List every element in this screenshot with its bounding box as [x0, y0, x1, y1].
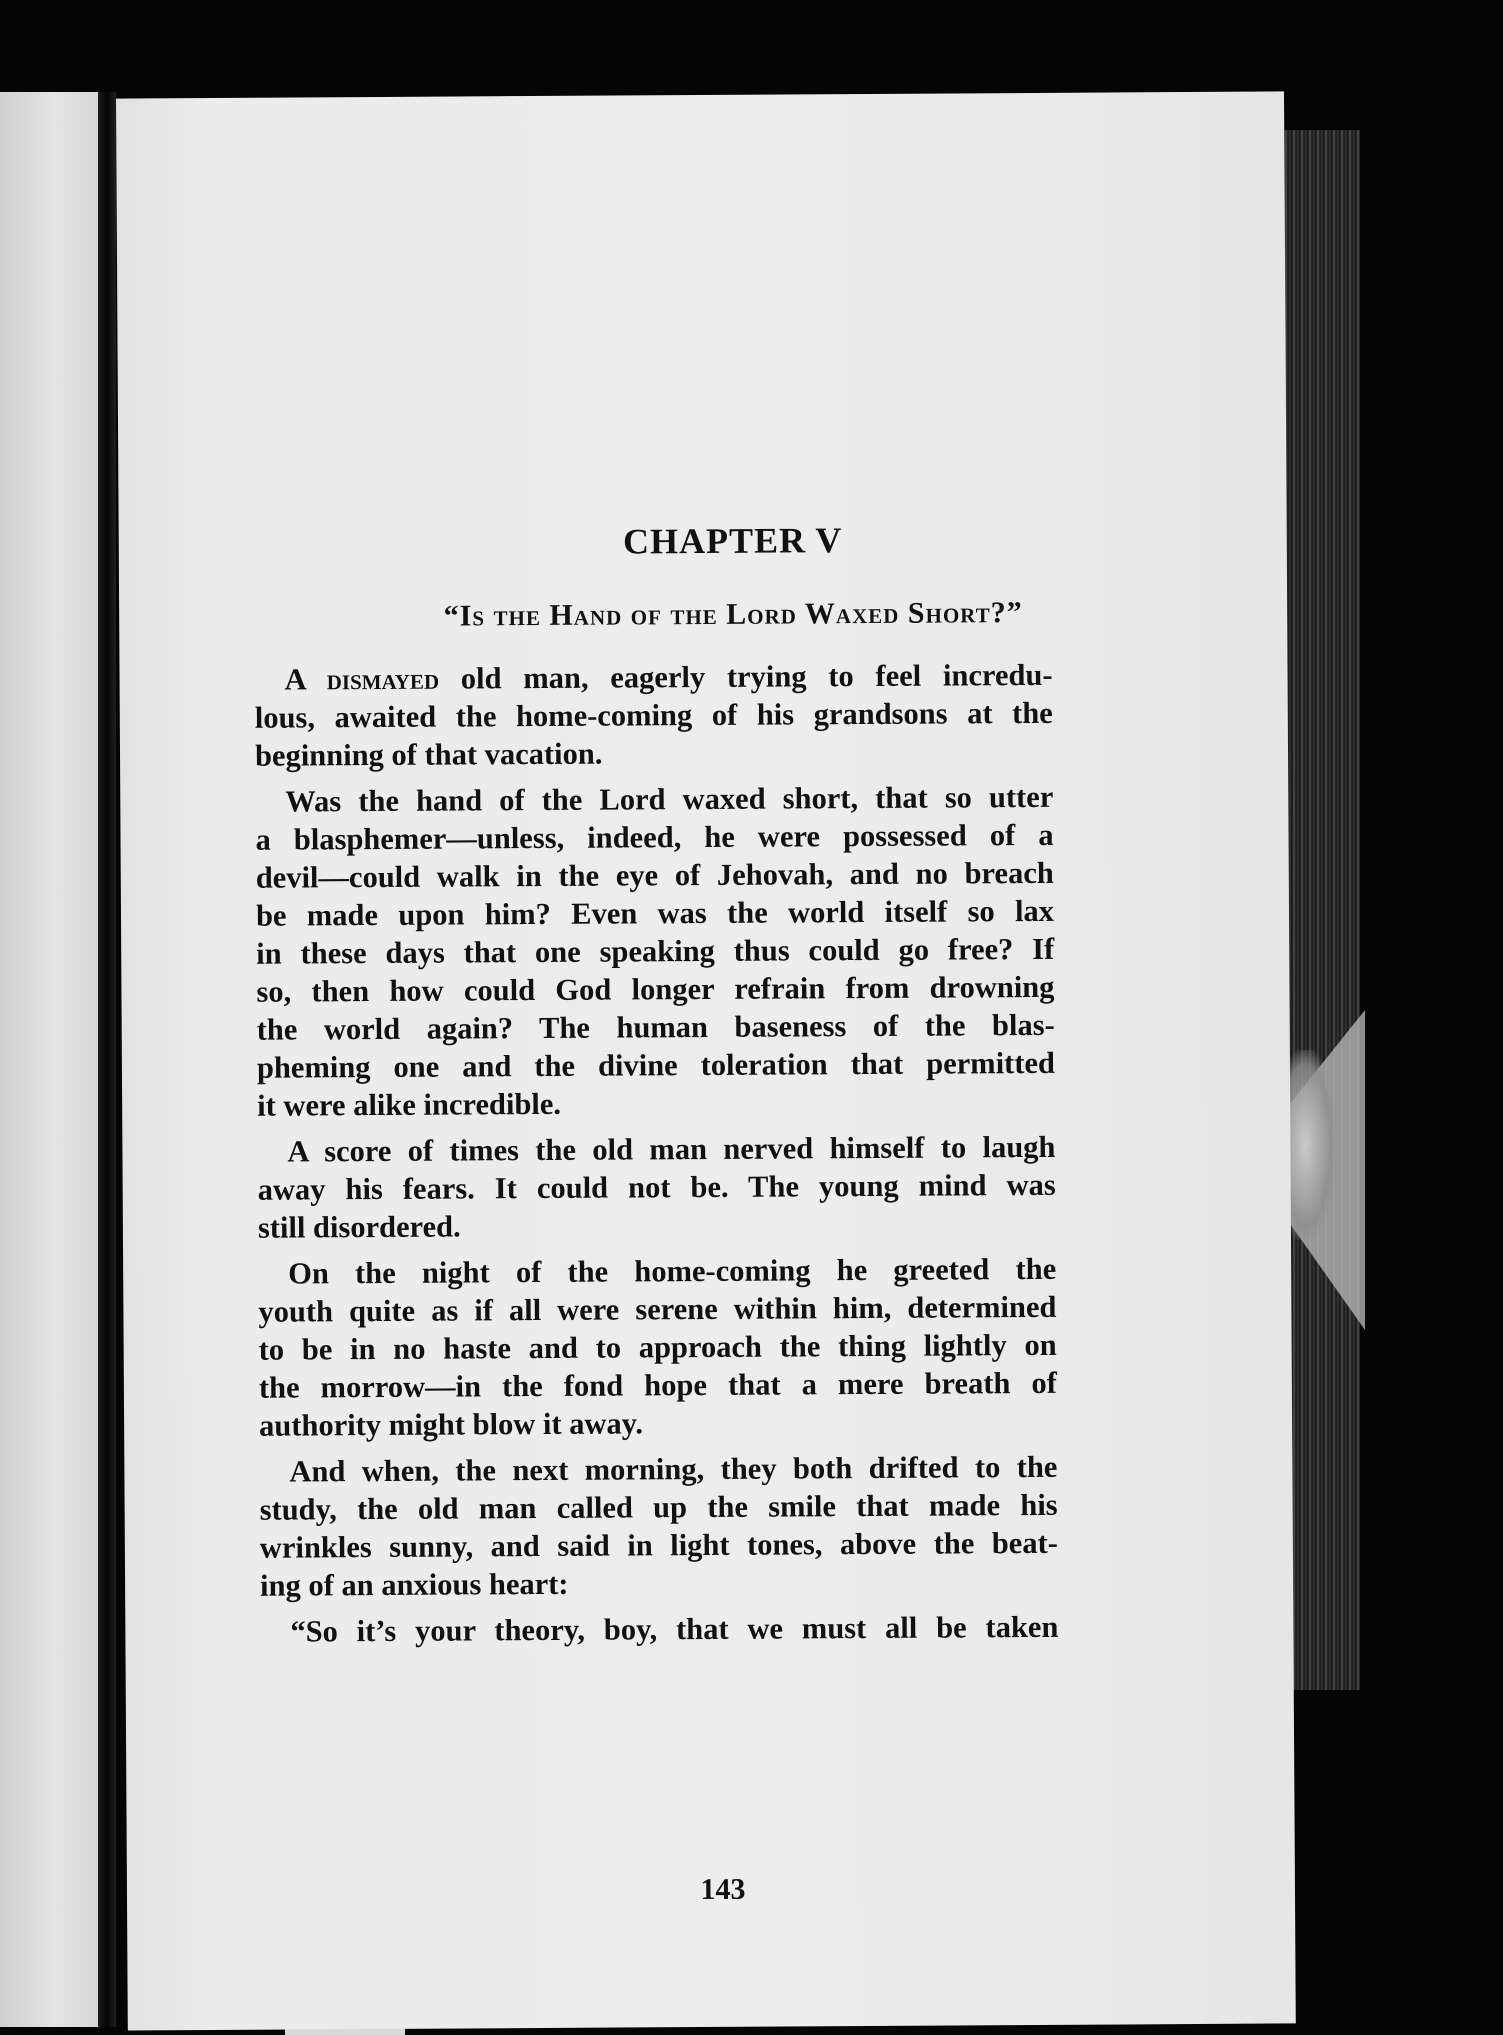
facing-page-edge	[0, 92, 98, 2027]
text-line: wrinkles sunny, and said in light tones, above the beat-	[259, 1525, 1058, 1565]
paragraph	[257, 1128, 1056, 1247]
text-line: ing of an anxious heart:	[259, 1566, 569, 1603]
paragraph	[258, 1250, 1057, 1445]
text-line: to be in no haste and to approach the thing lightly on	[258, 1327, 1057, 1367]
book-gutter	[98, 92, 116, 2027]
paragraph	[260, 1608, 1058, 1651]
text-line: the morrow—in the fond hope that a mere breath of	[258, 1365, 1057, 1405]
text-line: still disordered.	[257, 1209, 461, 1245]
paragraph	[254, 656, 1053, 775]
text-line: study, the old man called up the smile that made his	[259, 1487, 1058, 1527]
text-line: away his fears. It could not be. The young mind was	[257, 1167, 1056, 1207]
text-line: the world again? The human baseness of the blas-	[256, 1007, 1055, 1047]
text-line	[254, 656, 1052, 699]
text-line: authority might blow it away.	[259, 1406, 644, 1443]
text-line: be made upon him? Even was the world itself so lax	[255, 893, 1055, 933]
text-line: devil—could walk in the eye of Jehovah, and no breach	[255, 855, 1054, 895]
book-page	[116, 91, 1296, 2030]
lead-small-caps: A dismayed	[284, 661, 440, 697]
text-line: A score of times the old man nerved himself to laugh	[287, 1129, 1056, 1169]
paragraph	[255, 778, 1055, 1125]
text-line: pheming one and the divine toleration that permitted	[256, 1045, 1056, 1085]
text-line: it were alike incredible.	[257, 1086, 562, 1123]
chapter-title: “Is the Hand of the Lord Waxed Short?”	[443, 596, 1023, 633]
chapter-heading: CHAPTER V	[622, 520, 843, 562]
text-line: On the night of the home-coming he greeted the	[288, 1251, 1057, 1291]
text-line: a blasphemer—unless, indeed, he were possessed of a	[255, 817, 1054, 857]
page-number: 143	[700, 1872, 746, 1907]
body-text	[254, 656, 1058, 1659]
text-line: Was the hand of the Lord waxed short, that so utter	[285, 779, 1054, 819]
text-line: lous, awaited the home-coming of his grandsons at the	[254, 695, 1053, 735]
line-text: old man, eagerly trying to feel incredu-	[438, 657, 1053, 696]
text-line: youth quite as if all were serene within him, determined	[258, 1289, 1057, 1329]
text-line: so, then how could God longer refrain from drowning	[256, 969, 1055, 1009]
text-line: in these days that one speaking thus could go free? If	[256, 931, 1055, 971]
paragraph	[259, 1448, 1058, 1605]
text-line: “So it’s your theory, boy, that we must all be taken	[290, 1609, 1059, 1649]
text-line: And when, the next morning, they both drifted to the	[289, 1449, 1058, 1489]
text-line: beginning of that vacation.	[254, 736, 603, 773]
